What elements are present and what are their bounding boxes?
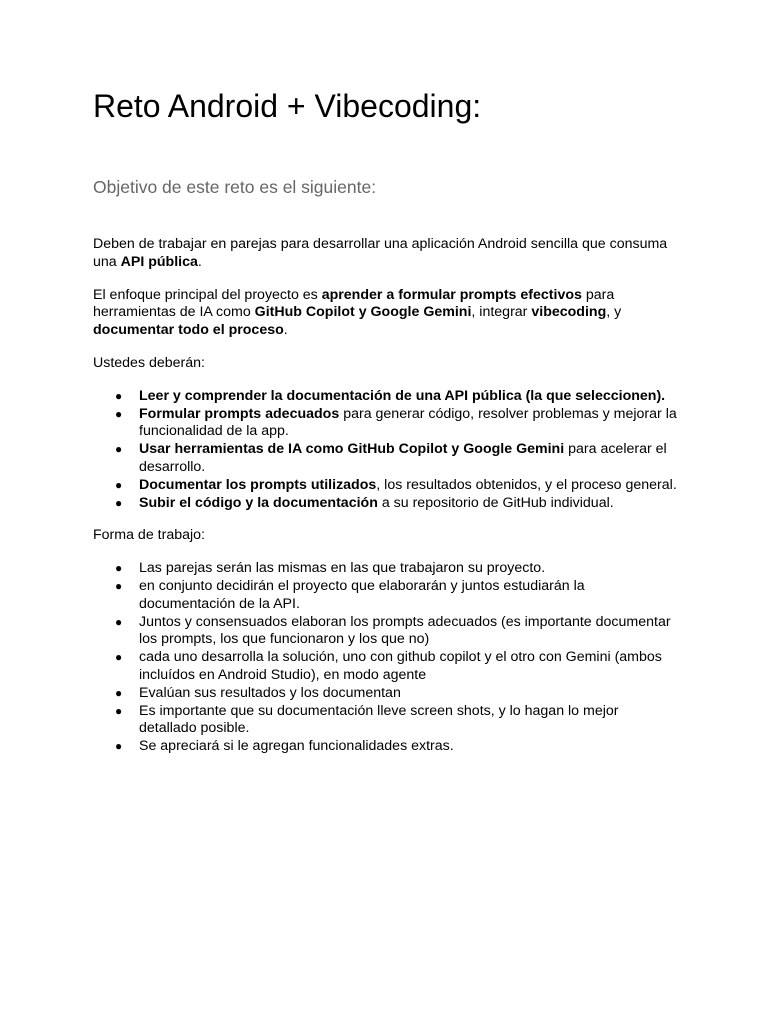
bullet-icon: ● <box>115 685 123 700</box>
list-item <box>93 614 678 650</box>
work-text: Juntos y consensuados elaboran los prompts adecuados (es importante documentar los prompts, los que funcionaron y los que no) <box>139 613 671 648</box>
task-list <box>93 388 678 513</box>
focus-paragraph <box>93 287 678 340</box>
ustedes-label: Ustedes deberán: <box>93 354 205 371</box>
intro-text-2: . <box>197 253 202 270</box>
bullet-icon: ● <box>115 703 123 718</box>
focus-bold-2: GitHub Copilot y Google Gemini <box>254 304 472 321</box>
forma-label: Forma de trabajo: <box>93 527 205 544</box>
list-item <box>93 738 678 756</box>
document-body <box>93 236 678 756</box>
list-item <box>93 685 678 703</box>
bullet-icon: ● <box>115 561 123 576</box>
focus-text-3: , integrar <box>471 304 532 321</box>
bullet-icon: ● <box>115 614 123 629</box>
list-item <box>93 441 678 477</box>
work-text: Se apreciará si le agregan funcionalidades extras. <box>139 738 454 755</box>
page-subtitle: Objetivo de este reto es el siguiente: <box>93 177 377 197</box>
work-text: Las parejas serán las mismas en las que trabajaron su proyecto. <box>139 560 546 577</box>
list-item <box>93 560 678 578</box>
bullet-icon: ● <box>115 739 123 754</box>
list-item <box>93 388 678 406</box>
page-title: Reto Android + Vibecoding: <box>93 88 482 124</box>
task-bold: Formular prompts adecuados <box>139 405 340 422</box>
list-item <box>93 578 678 614</box>
task-text: para generar código, resolver problemas y mejorar la funcionalidad de la app. <box>139 405 677 440</box>
work-text: cada uno desarrolla la solución, uno con github copilot y el otro con Gemini (ambos incluídos en Android Studio), en modo agente <box>139 649 662 683</box>
list-item <box>93 477 678 495</box>
work-text: Evalúan sus resultados y los documentan <box>139 684 401 701</box>
list-item <box>93 495 678 513</box>
intro-bold-1: API pública <box>120 253 198 270</box>
bullet-icon: ● <box>115 650 123 665</box>
focus-text-5: . <box>283 322 288 339</box>
task-bold: Documentar los prompts utilizados <box>139 476 377 493</box>
bullet-icon: ● <box>115 578 123 593</box>
focus-text-1: El enfoque principal del proyecto es <box>93 286 322 303</box>
work-text: Es importante que su documentación lleve screen shots, y lo hagan lo mejor detallado posible. <box>139 702 619 737</box>
focus-bold-1: aprender a formular prompts efectivos <box>321 286 582 303</box>
list-item <box>93 649 678 685</box>
list-item <box>93 703 678 739</box>
task-text: , los resultados obtenidos, y el proceso general. <box>376 476 677 493</box>
work-list <box>93 560 678 756</box>
bullet-icon: ● <box>115 477 123 492</box>
focus-bold-3: vibecoding <box>531 304 607 321</box>
task-text: para acelerar el desarrollo. <box>139 441 667 475</box>
bullet-icon: ● <box>115 442 123 457</box>
bullet-icon: ● <box>115 406 123 421</box>
focus-text-4: , y <box>606 304 622 321</box>
work-text: en conjunto decidirán el proyecto que elaborarán y juntos estudiarán la documentación de la API. <box>139 577 585 612</box>
bullet-icon: ● <box>115 388 123 403</box>
task-bold: Leer y comprender la documentación de una API pública (la que seleccionen). <box>139 387 666 404</box>
intro-paragraph <box>93 236 678 272</box>
focus-text-2: para herramientas de IA como <box>93 286 615 321</box>
list-item <box>93 406 678 442</box>
task-bold: Subir el código y la documentación <box>139 494 378 511</box>
task-bold: Usar herramientas de IA como GitHub Copilot y Google Gemini <box>139 441 565 458</box>
task-text: a su repositorio de GitHub individual. <box>377 494 614 511</box>
bullet-icon: ● <box>115 495 123 510</box>
focus-bold-4: documentar todo el proceso <box>93 322 284 339</box>
intro-text-1: Deben de trabajar en parejas para desarrollar una aplicación Android sencilla que consuma una <box>93 236 668 270</box>
